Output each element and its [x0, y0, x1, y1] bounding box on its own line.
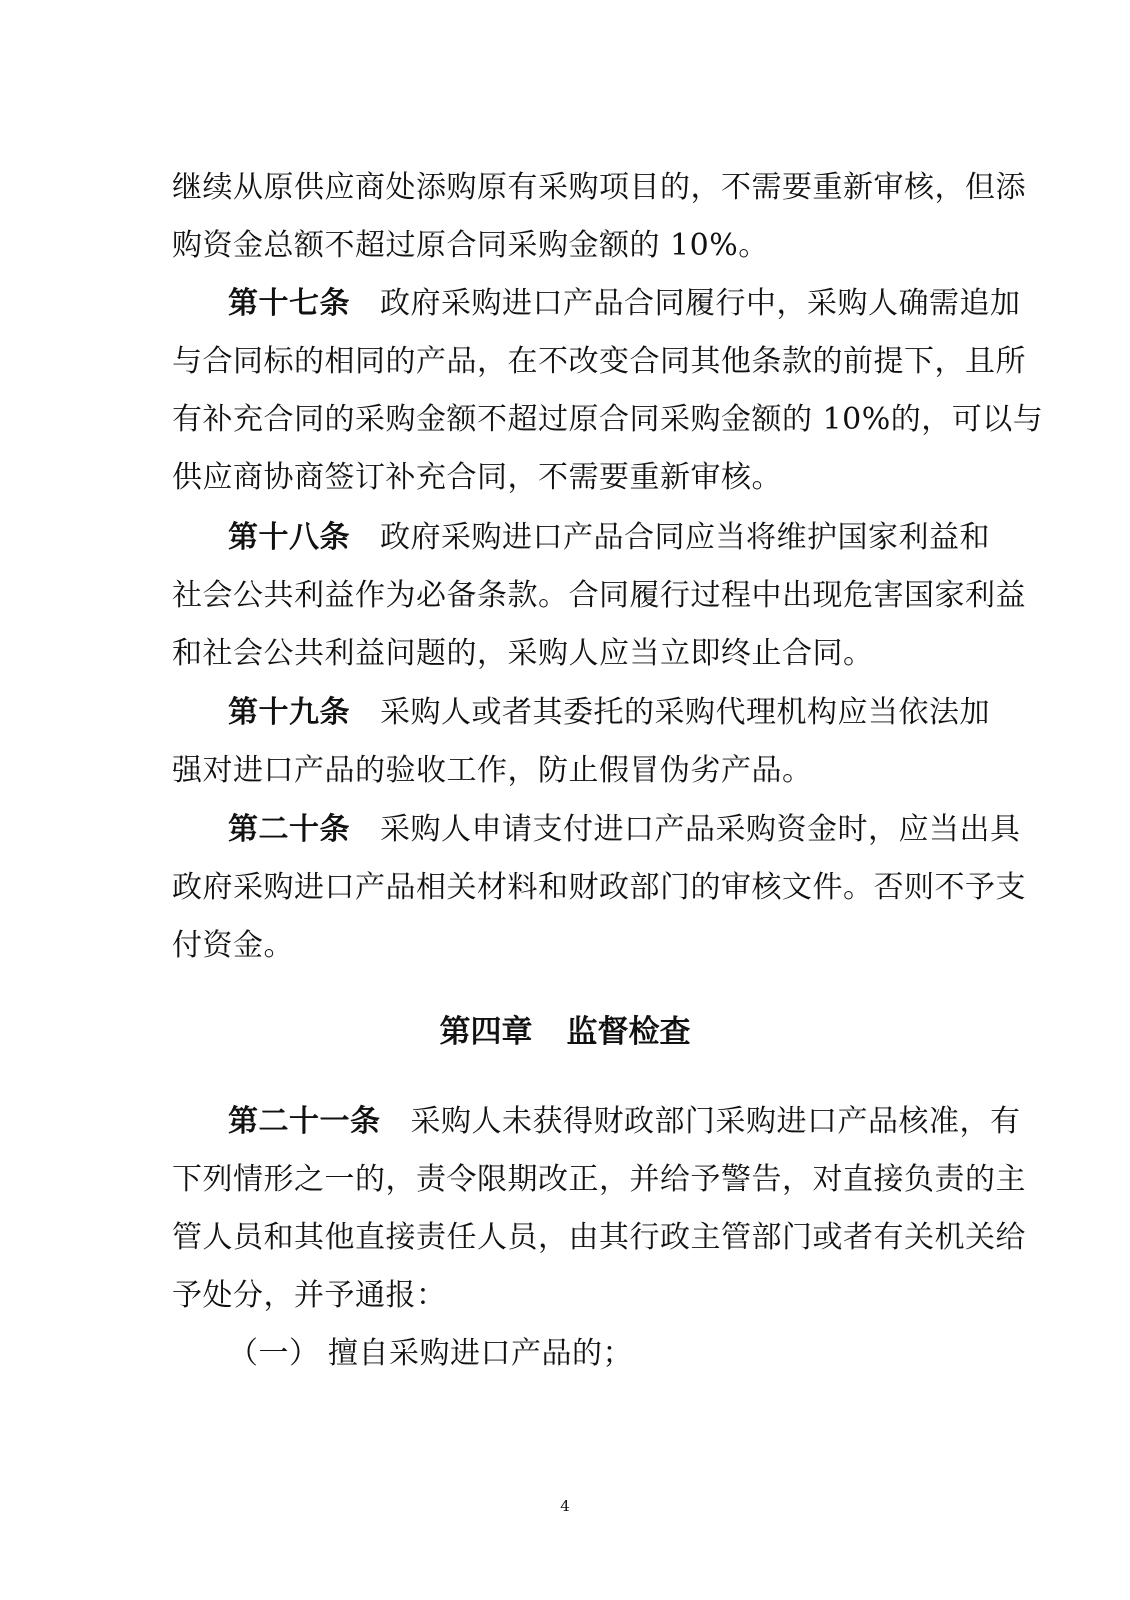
article-19-first-line [228, 693, 990, 733]
chapter-number: 第四章 [439, 1014, 533, 1050]
text-line: 强对进口产品的验收工作，防止假冒伪劣产品。 [172, 753, 813, 788]
article-heading: 第十八条 [228, 520, 350, 555]
text-line: 采购人申请支付进口产品采购资金时，应当出具 [380, 812, 1021, 847]
article-heading: 第二十条 [228, 812, 350, 847]
article-17-first-line [228, 284, 1021, 324]
article-21-first-line [228, 1102, 1021, 1142]
text-line: 有补充合同的采购金额不超过原合同采购金额的 10%的，可以与 [172, 402, 1044, 437]
text-line: 付资金。 [172, 928, 294, 963]
item-label: （一） [228, 1336, 320, 1371]
text-line: 政府采购进口产品相关材料和财政部门的审核文件。否则不予支 [172, 870, 1026, 905]
text-line: 采购人或者其委托的采购代理机构应当依法加 [380, 695, 990, 730]
article-20-first-line [228, 810, 1021, 850]
item-text: 擅自采购进口产品的； [328, 1336, 633, 1371]
text-line: 管人员和其他直接责任人员，由其行政主管部门或者有关机关给 [172, 1220, 1026, 1255]
text-line: 与合同标的相同的产品，在不改变合同其他条款的前提下，且所 [172, 344, 1026, 379]
text-line: 下列情形之一的，责令限期改正，并给予警告，对直接负责的主 [172, 1162, 1026, 1197]
text-line: 政府采购进口产品合同应当将维护国家利益和 [380, 520, 990, 555]
text-line: 供应商协商签订补充合同，不需要重新审核。 [172, 460, 782, 495]
article-heading: 第十九条 [228, 695, 350, 730]
text-line: 和社会公共利益问题的，采购人应当立即终止合同。 [172, 636, 874, 671]
article-heading: 第十七条 [228, 286, 350, 321]
chapter-title: 监督检查 [566, 1014, 691, 1050]
text-line: 政府采购进口产品合同履行中，采购人确需追加 [380, 286, 1021, 321]
text-line: 继续从原供应商处添购原有采购项目的，不需要重新审核，但添 [172, 170, 1026, 205]
article-heading: 第二十一条 [228, 1104, 381, 1139]
text-line: 购资金总额不超过原合同采购金额的 10%。 [172, 228, 769, 263]
article-18-first-line [228, 518, 990, 558]
list-item [228, 1334, 952, 1374]
page-number: 4 [560, 1497, 570, 1515]
text-line: 采购人未获得财政部门采购进口产品核准，有 [410, 1104, 1021, 1139]
chapter-heading [0, 1012, 1130, 1052]
text-line: 予处分，并予通报： [172, 1278, 447, 1313]
text-line: 社会公共利益作为必备条款。合同履行过程中出现危害国家利益 [172, 578, 1026, 613]
